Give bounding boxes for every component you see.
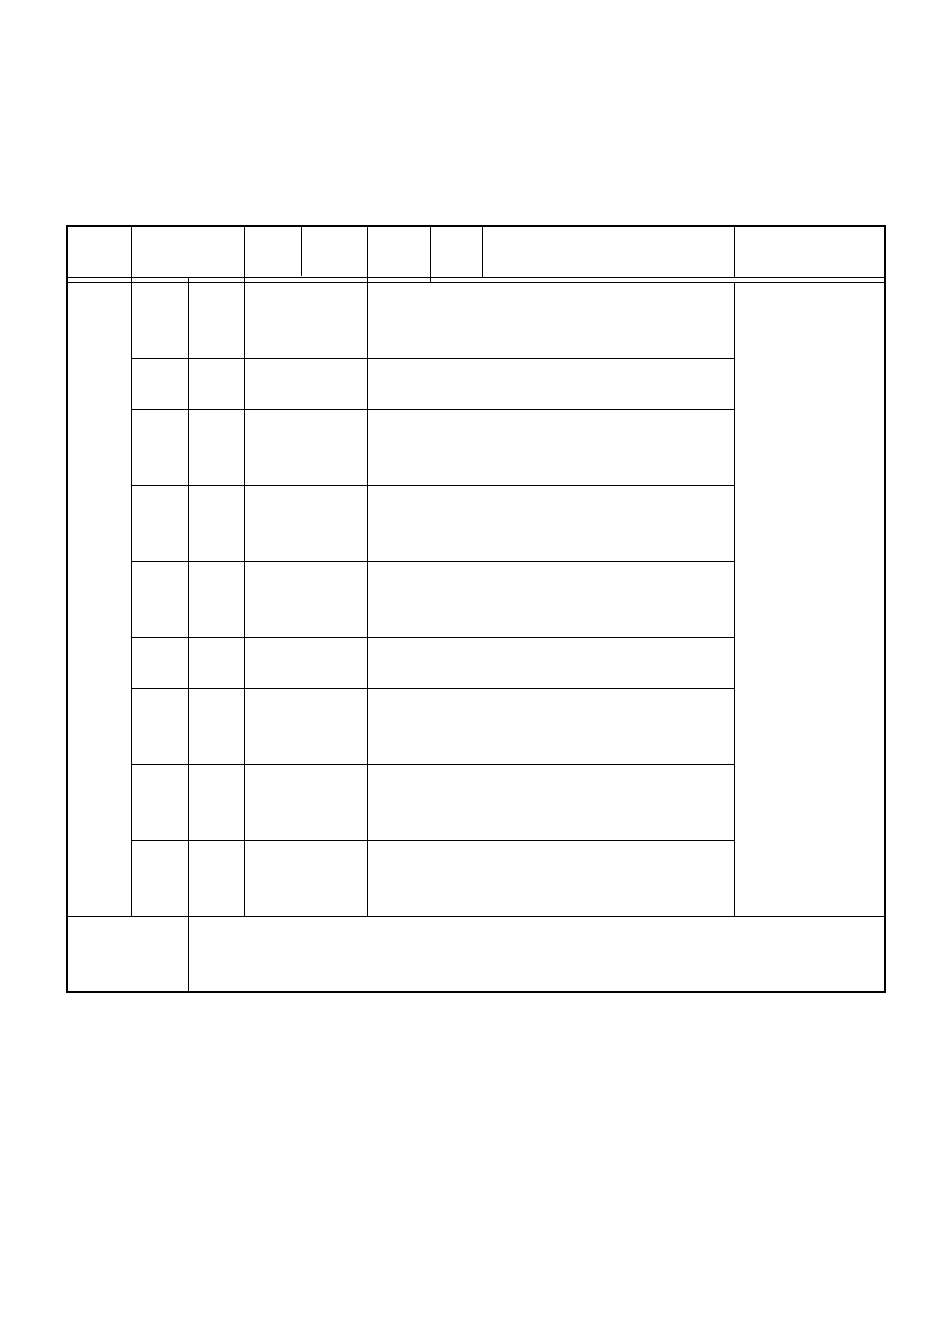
- table-row: [67, 409, 885, 485]
- row-weight: [244, 637, 367, 688]
- row-number: [131, 637, 188, 688]
- row-weight: [244, 688, 367, 764]
- row-number: [131, 485, 188, 561]
- table-row: [67, 561, 885, 637]
- row-weight: [244, 840, 367, 916]
- table-row: [67, 485, 885, 561]
- row-weight: [244, 409, 367, 485]
- row-description: [367, 561, 734, 637]
- row-description: [367, 282, 734, 358]
- row-weight: [244, 764, 367, 840]
- assessor-label: [67, 916, 188, 992]
- dept-label: [245, 227, 302, 276]
- row-indicator: [188, 282, 244, 358]
- table-row: [67, 688, 885, 764]
- row-indicator: [188, 358, 244, 409]
- assessee-label: [67, 226, 131, 277]
- kpi-table: [66, 225, 886, 993]
- row-indicator: [188, 485, 244, 561]
- row-description: [367, 358, 734, 409]
- table-row: [67, 282, 885, 358]
- row-description: [367, 409, 734, 485]
- table-row: [67, 637, 885, 688]
- row-weight: [244, 282, 367, 358]
- row-indicator: [188, 840, 244, 916]
- row-weight: [244, 485, 367, 561]
- post-label: [367, 226, 430, 277]
- header-extra: [482, 226, 734, 277]
- table-row: [67, 764, 885, 840]
- row-indicator: [188, 561, 244, 637]
- header-row: [67, 226, 885, 277]
- row-description: [367, 688, 734, 764]
- row-indicator: [188, 688, 244, 764]
- row-number: [131, 409, 188, 485]
- dept-value: [302, 227, 367, 276]
- row-number: [131, 358, 188, 409]
- row-weight: [244, 358, 367, 409]
- row-number: [131, 561, 188, 637]
- row-description: [367, 840, 734, 916]
- row-number: [131, 764, 188, 840]
- row-indicator: [188, 637, 244, 688]
- row-number: [131, 840, 188, 916]
- post-value: [430, 226, 482, 277]
- footer-row: [67, 916, 885, 992]
- signature-cell[interactable]: [188, 916, 885, 992]
- row-description: [367, 764, 734, 840]
- row-indicator: [188, 764, 244, 840]
- row-number: [131, 688, 188, 764]
- table-row: [67, 358, 885, 409]
- row-number: [131, 282, 188, 358]
- assessee-value[interactable]: [131, 226, 244, 277]
- row-indicator: [188, 409, 244, 485]
- row-description: [367, 637, 734, 688]
- table-row: [67, 840, 885, 916]
- row-description: [367, 485, 734, 561]
- task-perf-label: [67, 282, 131, 916]
- row-weight: [244, 561, 367, 637]
